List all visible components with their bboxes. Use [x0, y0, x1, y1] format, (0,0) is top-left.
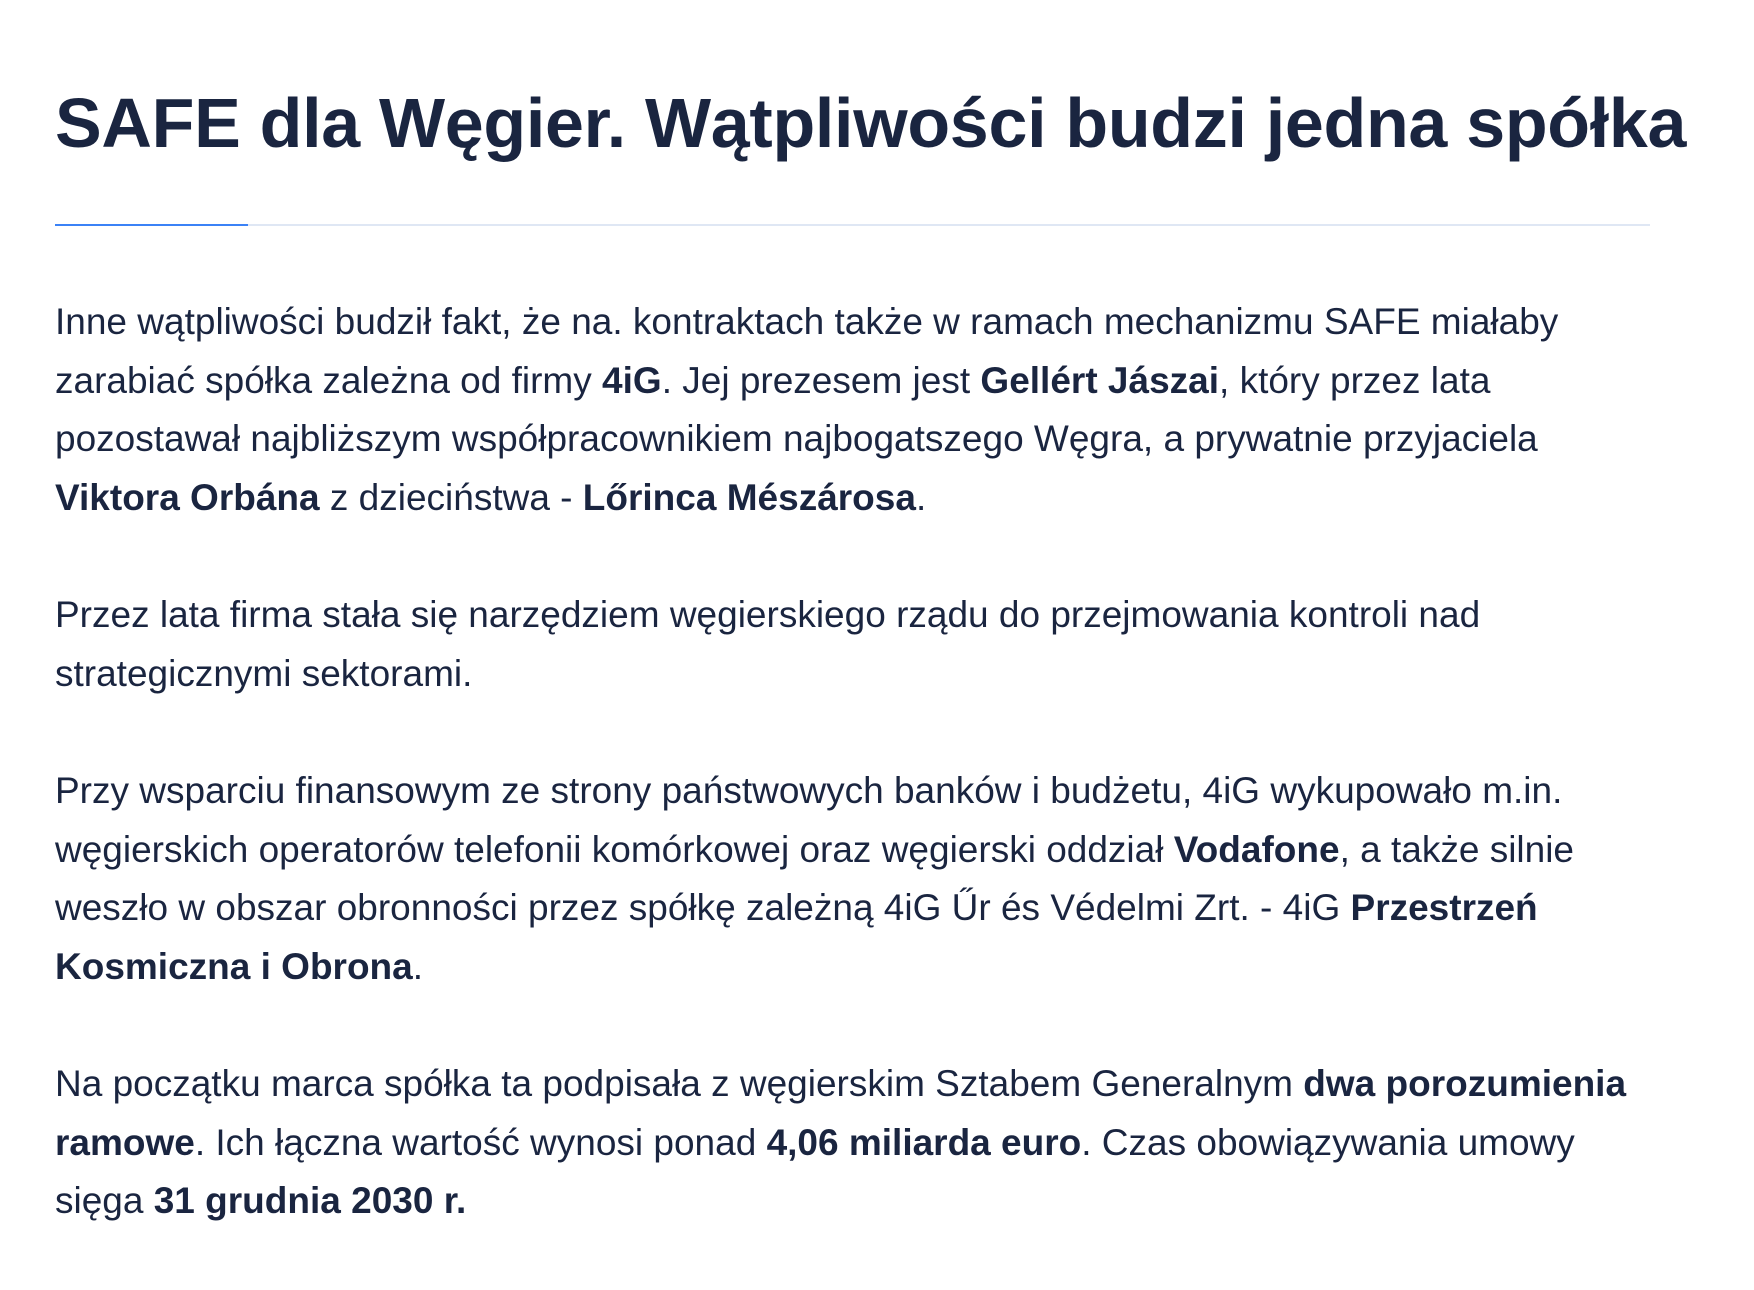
- text-run: . Ich łączna wartość wynosi ponad: [194, 1121, 767, 1163]
- bold-text: 31 grudnia 2030 r.: [153, 1180, 467, 1221]
- text-run: .: [915, 476, 927, 518]
- text-run: z dzieciństwa -: [319, 476, 583, 518]
- bold-text: Viktora Orbána: [55, 476, 320, 518]
- bold-text: 4iG: [602, 359, 662, 401]
- bold-text: 4,06 miliarda euro: [766, 1121, 1082, 1163]
- title-divider: [55, 224, 1650, 226]
- bold-text: Vodafone: [1173, 828, 1340, 870]
- divider-accent: [55, 224, 248, 226]
- text-run: Inne wątpliwości budził fakt, że na. kontraktach także w ramach mechanizmu SAFE miałaby zarabiać spółka zależna od firmy: [55, 301, 1559, 401]
- article-paragraph: [55, 762, 1650, 996]
- article-body: [55, 293, 1650, 1290]
- bold-text: Gellért Jászai: [980, 359, 1220, 401]
- text-run: . Jej prezesem jest: [661, 359, 981, 401]
- text-run: Na początku marca spółka ta podpisała z węgierskim Sztabem Generalnym: [55, 1063, 1304, 1104]
- article-paragraph: [55, 1055, 1650, 1231]
- text-run: , który przez lata pozostawał najbliższym współpracownikiem najbogatszego Węgra, a prywatnie przyjaciela: [55, 359, 1538, 459]
- bold-text: Przestrzeń Kosmiczna i Obrona: [55, 887, 1538, 987]
- text-run: , a także silnie weszło w obszar obronności przez spółkę zależną 4iG Űr és Védelmi Zrt. - 4iG: [55, 828, 1575, 928]
- article-title: SAFE dla Węgier. Wątpliwości budzi jedna spółka: [55, 84, 1687, 162]
- text-run: .: [412, 945, 424, 987]
- text-run: Przy wsparciu finansowym ze strony państwowych banków i budżetu, 4iG wykupowało m.in. węgierskich operatorów telefonii komórkowej oraz węgierski oddział: [55, 770, 1563, 870]
- text-run: Przez lata firma stała się narzędziem węgierskiego rządu do przejmowania kontroli nad strategicznymi sektorami.: [55, 594, 1481, 694]
- article-paragraph: [55, 586, 1650, 703]
- article-paragraph: [55, 293, 1650, 527]
- text-run: . Czas obowiązywania umowy sięga: [55, 1121, 1575, 1221]
- bold-text: Lőrinca Mészárosa: [582, 476, 916, 518]
- bold-text: dwa porozumienia ramowe: [55, 1063, 1627, 1163]
